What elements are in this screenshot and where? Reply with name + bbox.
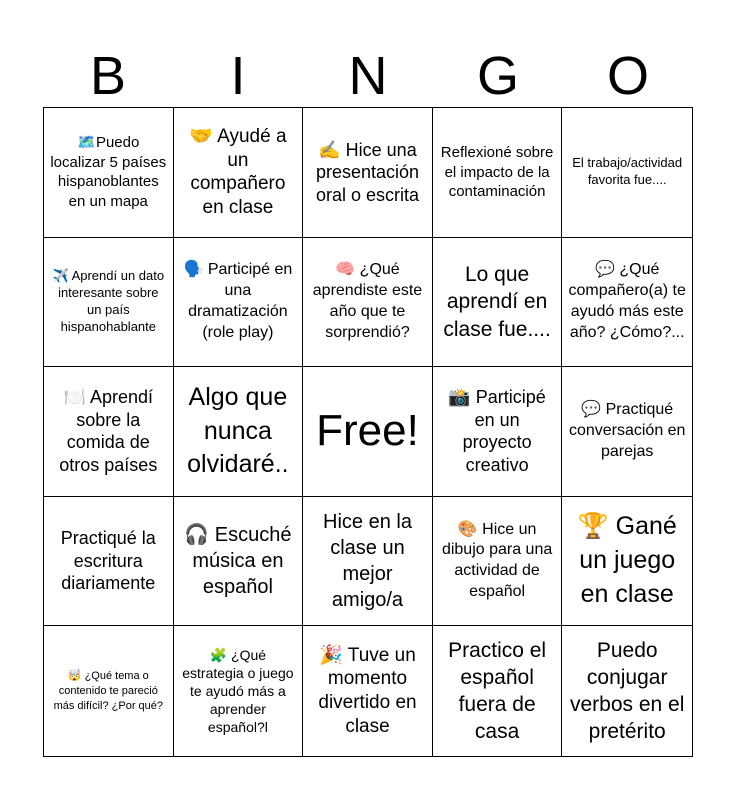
bingo-cell-r4c2[interactable] (174, 497, 304, 627)
bingo-cell-text: Algo que nunca olvidaré.. (187, 382, 289, 479)
bingo-cell-text: 🧠 ¿Qué aprendiste este año que te sorprendió? (312, 261, 423, 341)
bingo-cell-r4c1[interactable] (44, 497, 174, 627)
bingo-cell-text: 💬 Practiqué conversación en parejas (568, 401, 686, 460)
bingo-cell-text: 🤯 ¿Qué tema o contenido te pareció más difícil? ¿Por qué? (53, 669, 164, 712)
bingo-cell-r1c4[interactable] (433, 108, 563, 238)
bingo-cell-text: Hice en la clase un mejor amigo/a (323, 511, 412, 612)
header-letter-g: G (476, 46, 519, 106)
bingo-cell-r2c4[interactable] (433, 238, 563, 368)
bingo-cell-text: Practico el español fuera de casa (448, 638, 547, 744)
bingo-cell-text: 🗣️ Participé en una dramatización (role play) (183, 261, 293, 341)
bingo-cell-r1c3[interactable] (303, 108, 433, 238)
bingo-cell-r1c5[interactable] (562, 108, 692, 238)
bingo-cell-r3c2[interactable] (174, 367, 304, 497)
bingo-header (43, 48, 693, 104)
bingo-cell-text: ✍️ Hice una presentación oral o escrita (315, 139, 420, 205)
bingo-cell-r3c5[interactable] (562, 367, 692, 497)
bingo-cell-r5c3[interactable] (303, 626, 433, 756)
header-letter-b: B (89, 46, 127, 106)
bingo-cell-text: 📸 Participé en un proyecto creativo (448, 387, 546, 475)
bingo-cell-text: Practiqué la escritura diariamente (60, 528, 156, 594)
bingo-cell-text: ✈️ Aprendí un dato interesante sobre un país hispanohablante (52, 268, 165, 334)
bingo-cell-text: 🎉 Tuve un momento divertido en clase (318, 644, 417, 737)
bingo-cell-text: Reflexioné sobre el impacto de la contaminación (440, 144, 554, 201)
bingo-cell-text: 🎧 Escuché música en español (184, 524, 292, 599)
bingo-cell-r3c4[interactable] (433, 367, 563, 497)
bingo-cell-text: Puedo conjugar verbos en el pretérito (569, 638, 685, 744)
bingo-cell-text: 💬 ¿Qué compañero(a) te ayudó más este año? ¿Cómo?... (568, 261, 686, 341)
bingo-cell-text: 🎨 Hice un dibujo para una actividad de español (441, 520, 553, 600)
bingo-cell-r5c2[interactable] (174, 626, 304, 756)
header-letter-i: I (230, 46, 246, 106)
bingo-cell-r5c5[interactable] (562, 626, 692, 756)
bingo-cell-free[interactable] (303, 367, 433, 497)
bingo-cell-text: 🍽️ Aprendí sobre la comida de otros países (59, 387, 158, 475)
bingo-cell-text: Lo que aprendí en clase fue.... (443, 262, 551, 341)
bingo-cell-r1c2[interactable] (174, 108, 304, 238)
bingo-cell-text: 🧩 ¿Qué estrategia o juego te ayudó más a aprender español?l (182, 646, 294, 736)
bingo-card-grid (43, 107, 693, 757)
bingo-cell-text: 🗺️Puedo localizar 5 países hispanoblantes en un mapa (50, 134, 167, 210)
bingo-cell-r2c1[interactable] (44, 238, 174, 368)
bingo-cell-r4c5[interactable] (562, 497, 692, 627)
bingo-cell-text: Free! (316, 406, 419, 456)
bingo-cell-r4c4[interactable] (433, 497, 563, 627)
bingo-cell-text: 🏆 Gané un juego en clase (577, 512, 677, 608)
header-letter-o: O (606, 46, 649, 106)
bingo-cell-text: 🤝 Ayudé a un compañero en clase (189, 125, 287, 219)
bingo-cell-r5c4[interactable] (433, 626, 563, 756)
header-letter-n: N (348, 46, 388, 106)
bingo-cell-r2c3[interactable] (303, 238, 433, 368)
bingo-cell-r1c1[interactable] (44, 108, 174, 238)
bingo-cell-text: El trabajo/actividad favorita fue.... (572, 155, 683, 188)
bingo-cell-r5c1[interactable] (44, 626, 174, 756)
bingo-cell-r2c2[interactable] (174, 238, 304, 368)
bingo-cell-r4c3[interactable] (303, 497, 433, 627)
bingo-cell-r3c1[interactable] (44, 367, 174, 497)
bingo-cell-r2c5[interactable] (562, 238, 692, 368)
